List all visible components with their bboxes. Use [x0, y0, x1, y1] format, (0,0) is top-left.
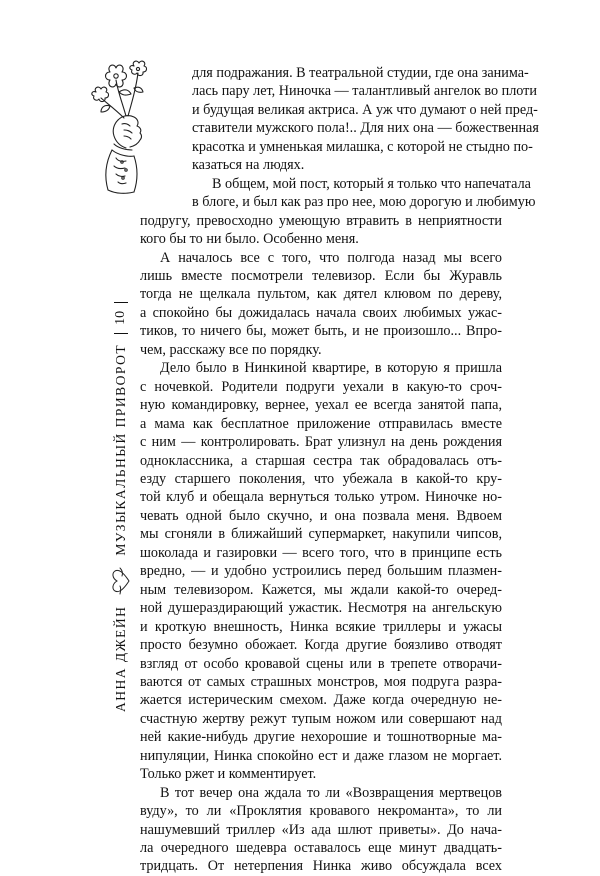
- text-line: езду старшего поколения, что убежала в какой-то кру-: [140, 470, 502, 487]
- running-head: [106, 262, 136, 714]
- text-line: счастную жертву режут тупым ножом или совершают над: [140, 710, 502, 727]
- running-head-author: АННА ДЖЕЙН: [113, 605, 128, 712]
- text-line: тогда не щелкала пультом, как дятел клювом по дереву,: [140, 286, 502, 303]
- text-line: ную командировку, вернее, уехал ее всегда занятой папа,: [140, 397, 502, 414]
- body-text: [140, 64, 539, 876]
- text-line: нашумевший триллер «Из ада шлют приветы». До нача-: [140, 821, 502, 838]
- text-line: В общем, мой пост, который я только что напечатала: [212, 175, 531, 192]
- text-line: в блоге, и был как раз про нее, мою дорогую и любимую: [192, 194, 536, 211]
- text-line: с ним — контролировать. Брат улизнул на день рождения: [140, 434, 502, 451]
- text-line: кого бы то ни было. Особенно меня.: [140, 231, 359, 248]
- text-line: В тот вечер она ждала то ли «Возвращения мертвецов: [160, 784, 502, 801]
- running-head-divider: [114, 302, 128, 303]
- text-line: жается истерическим смехом. Даже когда очередную не-: [140, 692, 502, 709]
- text-line: Дело было в Нинкиной квартире, в которую я пришла: [160, 360, 502, 377]
- text-line: и кроткую внешность, Нинка всякие триллеры и ужасы: [140, 618, 502, 635]
- text-line: одноклассника, а старшая сестра так обрадовалась отъ-: [140, 452, 502, 469]
- text-line: ставители мужского пола!.. Для них она — божественная: [192, 120, 539, 137]
- text-line: той клуб и обещала вернуться только утром. Ниночке но-: [140, 489, 502, 506]
- text-line: вуду», то ли «Проклятия кровавого некроманта», то ли: [140, 803, 502, 820]
- text-line: чем, расскажу все по порядку.: [140, 341, 322, 358]
- text-line: тридцать. От нетерпения Нинка живо обсуждала всех: [140, 858, 502, 875]
- text-line: вредно, — и удобно устроились перед большим плазмен-: [140, 563, 502, 580]
- text-line: шоколада и газировки — всего того, что в принципе есть: [140, 544, 502, 561]
- text-line: ней какие-нибудь другие нехорошие и тошнотворные ма-: [140, 729, 502, 746]
- text-line: подругу, превосходно умеющую втравить в неприятности: [140, 212, 502, 229]
- text-line: чевать одной было скучно, и она позвала меня. Вдвоем: [140, 507, 502, 524]
- text-line: казаться на людях.: [192, 157, 305, 174]
- text-line: нипуляции, Нинка спокойно ест и даже глазом не моргает.: [140, 747, 502, 764]
- running-head-title: МУЗЫКАЛЬНЫЙ ПРИВОРОТ: [113, 343, 128, 556]
- text-line: взгляд от особо кровавой сцены или в трепете отворачи-: [140, 655, 502, 672]
- text-line: тиков, то ничего бы, может быть, и не произошло... Впро-: [140, 323, 502, 340]
- text-line: а спокойно бы дожидалась начала своих любимых ужас-: [140, 304, 502, 321]
- text-line: А началось все с того, что полгода назад мы всего: [160, 249, 502, 266]
- text-line: а мама как бесплатное приложение отправилась вместе: [140, 415, 502, 432]
- page-number: 10: [113, 310, 128, 325]
- text-line: ным телевизором. Кажется, мы ждали какой-то очеред-: [140, 581, 502, 598]
- text-line: ла очередного шедевра оставалось еще минут двадцать-: [140, 840, 502, 857]
- text-line: ной душераздирающий ужастик. Несмотря на ангельскую: [140, 600, 502, 617]
- text-line: красотка и умненькая милашка, с которой не стыдно по-: [192, 138, 533, 155]
- text-line: лась пару лет, Ниночка — талантливый ангелок во плоти: [192, 83, 537, 100]
- text-line: для подражания. В театральной студии, где она занима-: [192, 65, 529, 81]
- heart-icon: [110, 566, 132, 596]
- text-line: и будущая великая актриса. А уж что думают о ней пред-: [192, 101, 538, 118]
- text-line: просто безумно обожает. Когда другие боязливо отводят: [140, 637, 502, 654]
- running-head-divider: [114, 333, 128, 334]
- text-line: Только ржет и комментирует.: [140, 766, 317, 783]
- text-line: с ночевкой. Родители подруги уехали в какую-то сроч-: [140, 378, 502, 395]
- text-line: лишь вместе посмотрели телевизор. Если бы Журавль: [140, 267, 502, 284]
- text-line: мы сгоняли в ближайший супермаркет, накупили чипсов,: [140, 526, 502, 543]
- text-line: ваются от самых страшных монстров, моя подруга разра-: [140, 673, 502, 690]
